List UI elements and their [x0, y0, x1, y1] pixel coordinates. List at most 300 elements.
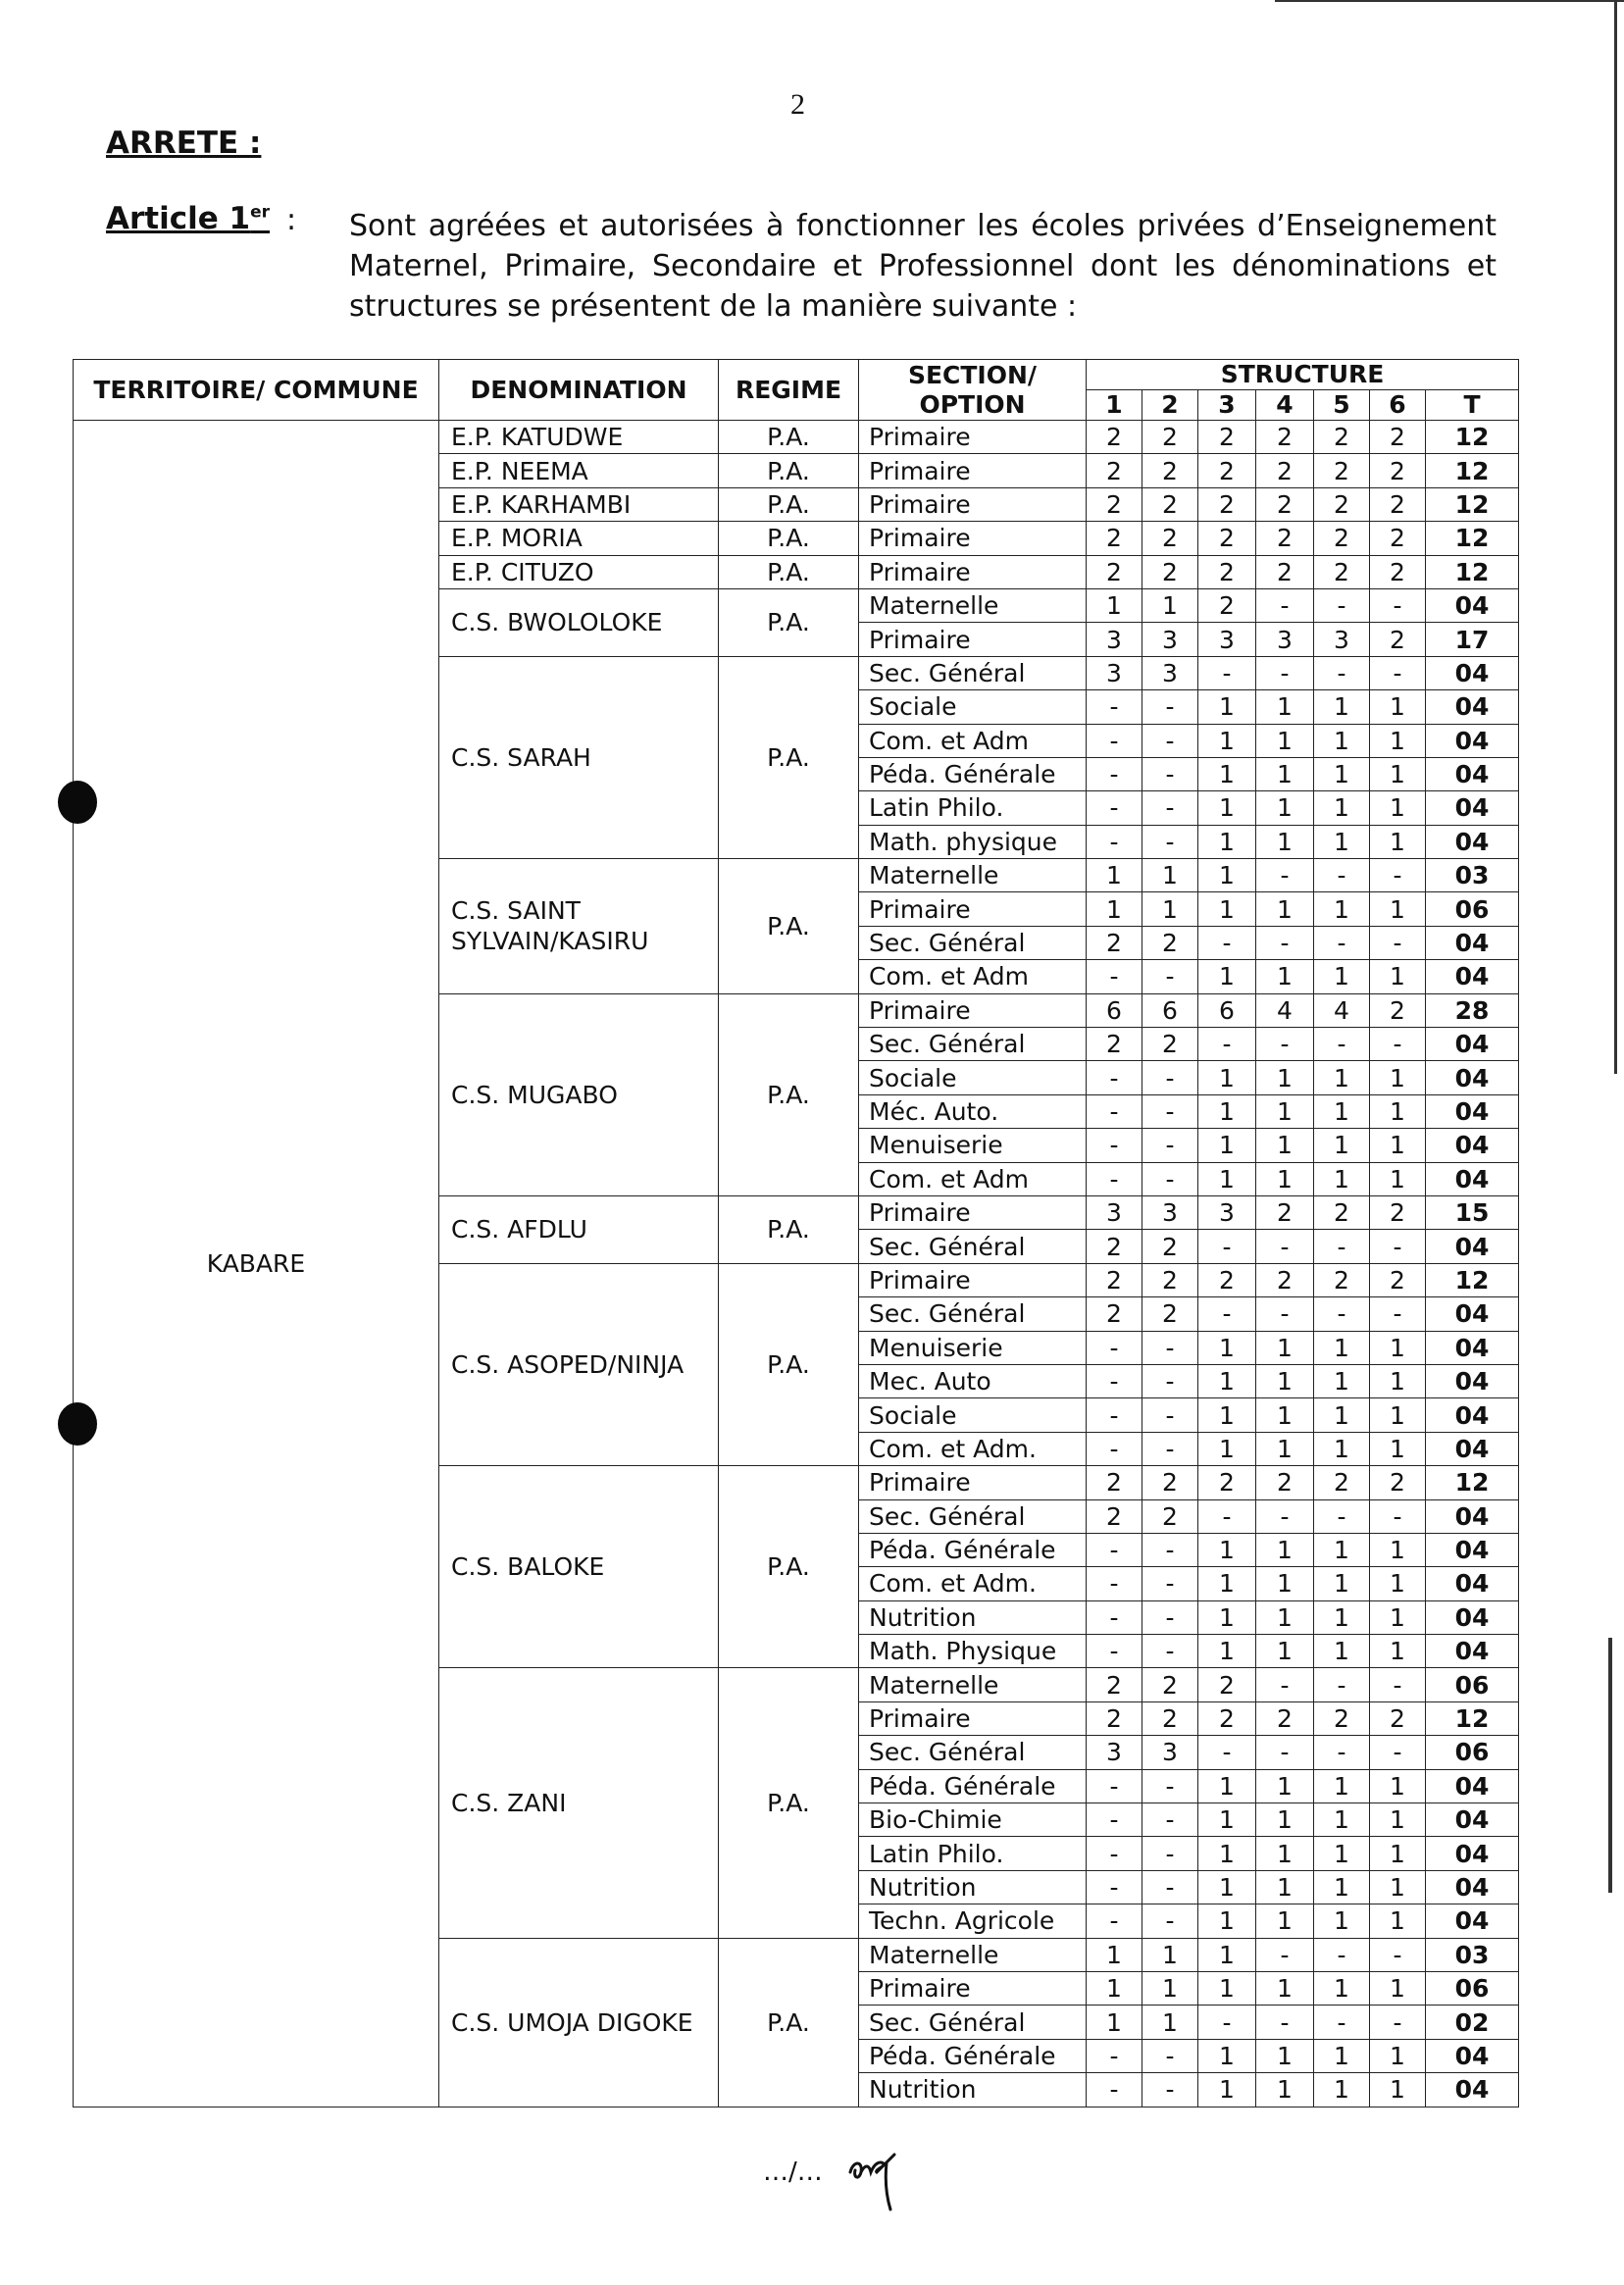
structure-count: 2 [1087, 1263, 1142, 1296]
structure-total: 12 [1426, 1263, 1519, 1296]
section-option: Primaire [859, 522, 1087, 555]
header-territoire: TERRITOIRE/ COMMUNE [74, 360, 439, 421]
structure-count: 2 [1087, 522, 1142, 555]
section-option: Sec. Général [859, 1028, 1087, 1061]
structure-count: 1 [1198, 2073, 1256, 2107]
structure-count: - [1087, 791, 1142, 825]
structure-count: 2 [1142, 1297, 1198, 1331]
structure-total: 03 [1426, 859, 1519, 892]
structure-total: 12 [1426, 454, 1519, 487]
structure-count: - [1087, 1769, 1142, 1803]
structure-count: 2 [1198, 1466, 1256, 1499]
structure-count: 2 [1314, 487, 1370, 521]
structure-count: - [1142, 1061, 1198, 1094]
structure-count: - [1087, 1398, 1142, 1432]
structure-count: - [1142, 1904, 1198, 1938]
structure-total: 04 [1426, 1635, 1519, 1668]
structure-count: - [1142, 960, 1198, 993]
structure-count: 1 [1198, 1635, 1256, 1668]
structure-count: - [1370, 1297, 1426, 1331]
structure-count: 1 [1142, 1971, 1198, 2005]
structure-count: - [1142, 724, 1198, 757]
structure-count: 1 [1198, 859, 1256, 892]
section-option: Primaire [859, 1263, 1087, 1296]
section-option: Sec. Général [859, 1499, 1087, 1533]
structure-total: 02 [1426, 2006, 1519, 2039]
structure-count: - [1087, 1567, 1142, 1600]
structure-count: 1 [1087, 2006, 1142, 2039]
school-regime: P.A. [719, 588, 859, 656]
structure-total: 12 [1426, 1466, 1519, 1499]
structure-total: 04 [1426, 1028, 1519, 1061]
structure-count: - [1314, 1028, 1370, 1061]
structure-total: 04 [1426, 1162, 1519, 1195]
structure-count: 2 [1256, 1466, 1314, 1499]
structure-count: 1 [1142, 588, 1198, 622]
structure-count: 1 [1370, 1635, 1426, 1668]
header-col-total: T [1426, 390, 1519, 421]
structure-count: 1 [1314, 1129, 1370, 1162]
structure-count: - [1087, 1162, 1142, 1195]
structure-total: 03 [1426, 1938, 1519, 1971]
structure-count: 1 [1314, 2039, 1370, 2072]
structure-count: - [1142, 1094, 1198, 1128]
structure-total: 06 [1426, 1971, 1519, 2005]
structure-count: 1 [1314, 1398, 1370, 1432]
school-regime: P.A. [719, 1195, 859, 1263]
structure-count: - [1087, 960, 1142, 993]
structure-count: 3 [1087, 656, 1142, 689]
structure-count: - [1142, 1432, 1198, 1465]
structure-total: 04 [1426, 1769, 1519, 1803]
structure-count: - [1198, 656, 1256, 689]
structure-count: 1 [1087, 588, 1142, 622]
structure-total: 04 [1426, 1432, 1519, 1465]
structure-count: 1 [1314, 690, 1370, 724]
structure-count: 1 [1198, 1904, 1256, 1938]
structure-count: 1 [1198, 1162, 1256, 1195]
structure-count: - [1370, 859, 1426, 892]
header-row-1 [74, 360, 1519, 390]
structure-count: 1 [1370, 1432, 1426, 1465]
structure-count: 1 [1314, 1870, 1370, 1904]
structure-count: 1 [1256, 1129, 1314, 1162]
structure-count: - [1314, 656, 1370, 689]
structure-count: 1 [1314, 1803, 1370, 1837]
structure-total: 04 [1426, 690, 1519, 724]
header-structure: STRUCTURE [1087, 360, 1519, 390]
structure-count: 2 [1087, 1499, 1142, 1533]
structure-count: 2 [1256, 1195, 1314, 1229]
structure-count: - [1370, 926, 1426, 959]
structure-count: 1 [1370, 1398, 1426, 1432]
structure-count: - [1087, 724, 1142, 757]
structure-total: 04 [1426, 1230, 1519, 1263]
section-option: Sociale [859, 690, 1087, 724]
structure-count: 1 [1198, 2039, 1256, 2072]
structure-count: 2 [1198, 1701, 1256, 1735]
structure-count: 1 [1256, 1635, 1314, 1668]
header-regime: REGIME [719, 360, 859, 421]
section-option: Primaire [859, 421, 1087, 454]
section-option: Péda. Générale [859, 757, 1087, 790]
section-option: Latin Philo. [859, 791, 1087, 825]
school-name: C.S. BALOKE [439, 1466, 719, 1668]
section-option: Latin Philo. [859, 1837, 1087, 1870]
structure-count: 2 [1087, 1230, 1142, 1263]
school-name: E.P. KATUDWE [439, 421, 719, 454]
structure-count: 1 [1314, 1364, 1370, 1397]
structure-total: 04 [1426, 2073, 1519, 2107]
structure-count: 1 [1256, 1803, 1314, 1837]
section-option: Maternelle [859, 859, 1087, 892]
school-name: E.P. MORIA [439, 522, 719, 555]
school-regime: P.A. [719, 1668, 859, 1938]
structure-count: - [1370, 1668, 1426, 1701]
structure-count: 1 [1198, 791, 1256, 825]
structure-count: - [1370, 1499, 1426, 1533]
structure-count: 1 [1370, 1567, 1426, 1600]
header-col-1: 1 [1087, 390, 1142, 421]
section-option: Com. et Adm. [859, 1432, 1087, 1465]
structure-count: - [1314, 1499, 1370, 1533]
structure-count: - [1314, 1938, 1370, 1971]
section-option: Sec. Général [859, 1736, 1087, 1769]
structure-count: 1 [1198, 1331, 1256, 1364]
section-option: Maternelle [859, 588, 1087, 622]
structure-total: 04 [1426, 1870, 1519, 1904]
structure-count: 2 [1142, 1701, 1198, 1735]
structure-count: 1 [1198, 1567, 1256, 1600]
structure-count: 1 [1314, 960, 1370, 993]
structure-count: 1 [1370, 2039, 1426, 2072]
article-label [106, 201, 270, 236]
structure-count: 1 [1370, 1870, 1426, 1904]
structure-count: 2 [1370, 1466, 1426, 1499]
structure-count: 1 [1370, 1769, 1426, 1803]
section-option: Sociale [859, 1061, 1087, 1094]
school-name: C.S. ZANI [439, 1668, 719, 1938]
structure-count: 1 [1256, 1533, 1314, 1566]
section-option: Sec. Général [859, 926, 1087, 959]
binder-hole [58, 1402, 97, 1446]
structure-count: - [1314, 1668, 1370, 1701]
school-regime: P.A. [719, 555, 859, 588]
structure-count: 2 [1370, 522, 1426, 555]
section-option: Sociale [859, 1398, 1087, 1432]
school-regime: P.A. [719, 454, 859, 487]
structure-count: - [1314, 926, 1370, 959]
structure-count: 2 [1370, 555, 1426, 588]
structure-count: 1 [1370, 1162, 1426, 1195]
structure-count: 1 [1314, 1432, 1370, 1465]
structure-count: 1 [1370, 1971, 1426, 2005]
structure-count: 1 [1256, 2039, 1314, 2072]
structure-count: 2 [1198, 555, 1256, 588]
structure-count: 1 [1370, 757, 1426, 790]
structure-count: 1 [1370, 1129, 1426, 1162]
structure-total: 06 [1426, 1668, 1519, 1701]
structure-count: 1 [1087, 1971, 1142, 2005]
school-name: E.P. CITUZO [439, 555, 719, 588]
structure-count: 1 [1370, 1533, 1426, 1566]
structure-count: - [1370, 1230, 1426, 1263]
structure-count: 1 [1198, 1061, 1256, 1094]
territoire-cell: KABARE [74, 421, 439, 2107]
structure-count: 1 [1256, 1837, 1314, 1870]
structure-count: 1 [1314, 1635, 1370, 1668]
structure-count: 1 [1370, 825, 1426, 858]
structure-count: 2 [1256, 454, 1314, 487]
structure-total: 04 [1426, 1904, 1519, 1938]
structure-count: 1 [1142, 1938, 1198, 1971]
structure-count: 2 [1314, 522, 1370, 555]
structure-count: - [1087, 1061, 1142, 1094]
structure-count: - [1087, 1600, 1142, 1634]
header-col-3: 3 [1198, 390, 1256, 421]
structure-total: 04 [1426, 1094, 1519, 1128]
structure-count: - [1370, 656, 1426, 689]
section-option: Primaire [859, 487, 1087, 521]
structure-count: - [1142, 1635, 1198, 1668]
structure-count: - [1256, 859, 1314, 892]
structure-total: 12 [1426, 1701, 1519, 1735]
arrete-heading: ARRETE : [106, 126, 262, 161]
structure-count: 1 [1256, 960, 1314, 993]
section-option: Com. et Adm [859, 724, 1087, 757]
structure-count: 2 [1370, 421, 1426, 454]
structure-count: - [1142, 1870, 1198, 1904]
structure-count: - [1314, 859, 1370, 892]
structure-count: 1 [1198, 1432, 1256, 1465]
structure-count: 2 [1370, 487, 1426, 521]
structure-total: 04 [1426, 1499, 1519, 1533]
structure-count: 3 [1087, 623, 1142, 656]
school-regime: P.A. [719, 1466, 859, 1668]
school-regime: P.A. [719, 1263, 859, 1465]
structure-count: 1 [1198, 1870, 1256, 1904]
structure-count: - [1370, 588, 1426, 622]
structure-count: 3 [1142, 1195, 1198, 1229]
section-option: Primaire [859, 623, 1087, 656]
structure-count: - [1198, 2006, 1256, 2039]
structure-total: 04 [1426, 1803, 1519, 1837]
header-col-5: 5 [1314, 390, 1370, 421]
structure-count: - [1142, 1398, 1198, 1432]
structure-total: 04 [1426, 724, 1519, 757]
structure-count: - [1142, 1837, 1198, 1870]
structure-total: 04 [1426, 656, 1519, 689]
school-regime: P.A. [719, 859, 859, 994]
structure-count: 1 [1198, 1837, 1256, 1870]
structure-count: 2 [1198, 454, 1256, 487]
structure-total: 04 [1426, 926, 1519, 959]
structure-count: 2 [1087, 487, 1142, 521]
structure-count: 2 [1142, 421, 1198, 454]
structure-count: - [1198, 1499, 1256, 1533]
structure-count: 2 [1087, 1701, 1142, 1735]
school-name: E.P. KARHAMBI [439, 487, 719, 521]
structure-count: - [1256, 1736, 1314, 1769]
header-col-6: 6 [1370, 390, 1426, 421]
structure-count: - [1087, 1837, 1142, 1870]
structure-count: 1 [1314, 1162, 1370, 1195]
structure-count: 2 [1256, 421, 1314, 454]
section-option: Primaire [859, 1701, 1087, 1735]
structure-count: 6 [1198, 993, 1256, 1027]
structure-count: 1 [1314, 791, 1370, 825]
structure-count: - [1370, 1938, 1426, 1971]
structure-count: 6 [1087, 993, 1142, 1027]
structure-count: 2 [1314, 1701, 1370, 1735]
structure-count: - [1087, 1904, 1142, 1938]
section-option: Nutrition [859, 1600, 1087, 1634]
structure-count: 2 [1370, 454, 1426, 487]
structure-count: 1 [1370, 1600, 1426, 1634]
structure-count: - [1142, 1162, 1198, 1195]
structure-total: 04 [1426, 1061, 1519, 1094]
article-label-sup: er [250, 202, 271, 223]
section-option: Péda. Générale [859, 1533, 1087, 1566]
structure-count: 2 [1256, 555, 1314, 588]
structure-count: - [1198, 1736, 1256, 1769]
structure-count: - [1256, 588, 1314, 622]
structure-count: 3 [1198, 623, 1256, 656]
structure-total: 04 [1426, 1567, 1519, 1600]
structure-count: - [1256, 1668, 1314, 1701]
article-colon: : [286, 203, 297, 237]
structure-count: 1 [1087, 1938, 1142, 1971]
structure-count: 2 [1142, 926, 1198, 959]
page-number: 2 [790, 88, 805, 121]
school-name: C.S. BWOLOLOKE [439, 588, 719, 656]
table-body [74, 421, 1519, 2107]
article-text: Sont agréées et autorisées à fonctionner les écoles privées d’Enseignement Maternel, Primaire, Secondaire et Professionnel dont les dénominations et structures se présentent de la manière suivante : [349, 209, 1497, 324]
structure-count: - [1198, 1028, 1256, 1061]
structure-count: 1 [1087, 892, 1142, 926]
structure-count: 1 [1256, 1162, 1314, 1195]
section-option: Com. et Adm. [859, 1567, 1087, 1600]
school-regime: P.A. [719, 487, 859, 521]
structure-total: 04 [1426, 588, 1519, 622]
structure-total: 04 [1426, 1837, 1519, 1870]
structure-count: 1 [1198, 1094, 1256, 1128]
structure-count: 1 [1370, 1331, 1426, 1364]
structure-count: 1 [1314, 892, 1370, 926]
structure-count: 1 [1256, 690, 1314, 724]
structure-count: - [1087, 1803, 1142, 1837]
structure-count: - [1142, 825, 1198, 858]
structure-total: 12 [1426, 487, 1519, 521]
structure-count: 1 [1256, 892, 1314, 926]
structure-count: 2 [1198, 522, 1256, 555]
section-option: Mec. Auto [859, 1364, 1087, 1397]
structure-count: 2 [1256, 1701, 1314, 1735]
section-option: Sec. Général [859, 656, 1087, 689]
section-option: Péda. Générale [859, 2039, 1087, 2072]
structure-count: - [1087, 1094, 1142, 1128]
binder-hole [58, 781, 97, 824]
structure-count: - [1142, 791, 1198, 825]
structure-count: 2 [1314, 1466, 1370, 1499]
structure-count: - [1370, 2006, 1426, 2039]
structure-count: 4 [1314, 993, 1370, 1027]
structure-total: 04 [1426, 1331, 1519, 1364]
structure-count: 1 [1256, 1331, 1314, 1364]
structure-count: 1 [1256, 2073, 1314, 2107]
structure-count: 1 [1256, 724, 1314, 757]
structure-count: 1 [1314, 1331, 1370, 1364]
structure-count: - [1256, 1499, 1314, 1533]
structure-count: 1 [1314, 825, 1370, 858]
structure-total: 12 [1426, 555, 1519, 588]
structure-total: 15 [1426, 1195, 1519, 1229]
structure-count: - [1087, 2073, 1142, 2107]
structure-count: - [1314, 588, 1370, 622]
structure-count: 2 [1142, 1466, 1198, 1499]
structure-count: 2 [1314, 454, 1370, 487]
structure-count: 1 [1370, 791, 1426, 825]
structure-count: 2 [1087, 926, 1142, 959]
structure-total: 12 [1426, 421, 1519, 454]
structure-total: 04 [1426, 2039, 1519, 2072]
section-option: Péda. Générale [859, 1769, 1087, 1803]
structure-total: 04 [1426, 1297, 1519, 1331]
structure-count: - [1142, 1567, 1198, 1600]
structure-count: - [1370, 1736, 1426, 1769]
structure-count: 1 [1256, 1432, 1314, 1465]
section-option: Math. physique [859, 825, 1087, 858]
structure-count: 1 [1256, 1094, 1314, 1128]
school-name: C.S. MUGABO [439, 993, 719, 1195]
structure-count: 1 [1198, 1938, 1256, 1971]
section-option: Bio-Chimie [859, 1803, 1087, 1837]
structure-count: - [1256, 2006, 1314, 2039]
structure-total: 17 [1426, 623, 1519, 656]
structure-total: 04 [1426, 960, 1519, 993]
structure-count: 1 [1256, 1364, 1314, 1397]
school-regime: P.A. [719, 993, 859, 1195]
section-option: Méc. Auto. [859, 1094, 1087, 1128]
structure-count: - [1142, 757, 1198, 790]
structure-count: 2 [1087, 454, 1142, 487]
school-regime: P.A. [719, 522, 859, 555]
section-option: Techn. Agricole [859, 1904, 1087, 1938]
structure-count: - [1087, 2039, 1142, 2072]
structure-count: 1 [1198, 1803, 1256, 1837]
structure-total: 06 [1426, 892, 1519, 926]
structure-count: 1 [1314, 1094, 1370, 1128]
structure-count: 1 [1370, 690, 1426, 724]
structure-count: 1 [1142, 892, 1198, 926]
section-option: Primaire [859, 1466, 1087, 1499]
structure-count: - [1256, 1230, 1314, 1263]
structure-count: - [1087, 1331, 1142, 1364]
structure-count: - [1087, 690, 1142, 724]
structure-count: 1 [1370, 1904, 1426, 1938]
section-option: Nutrition [859, 1870, 1087, 1904]
structure-count: - [1314, 1230, 1370, 1263]
section-option: Primaire [859, 555, 1087, 588]
structure-count: - [1087, 1533, 1142, 1566]
structure-count: 3 [1142, 623, 1198, 656]
structure-count: 2 [1087, 1028, 1142, 1061]
header-denomination: DENOMINATION [439, 360, 719, 421]
section-option: Primaire [859, 1195, 1087, 1229]
structure-total: 04 [1426, 1364, 1519, 1397]
structure-count: 1 [1256, 1904, 1314, 1938]
structure-count: 1 [1198, 1129, 1256, 1162]
